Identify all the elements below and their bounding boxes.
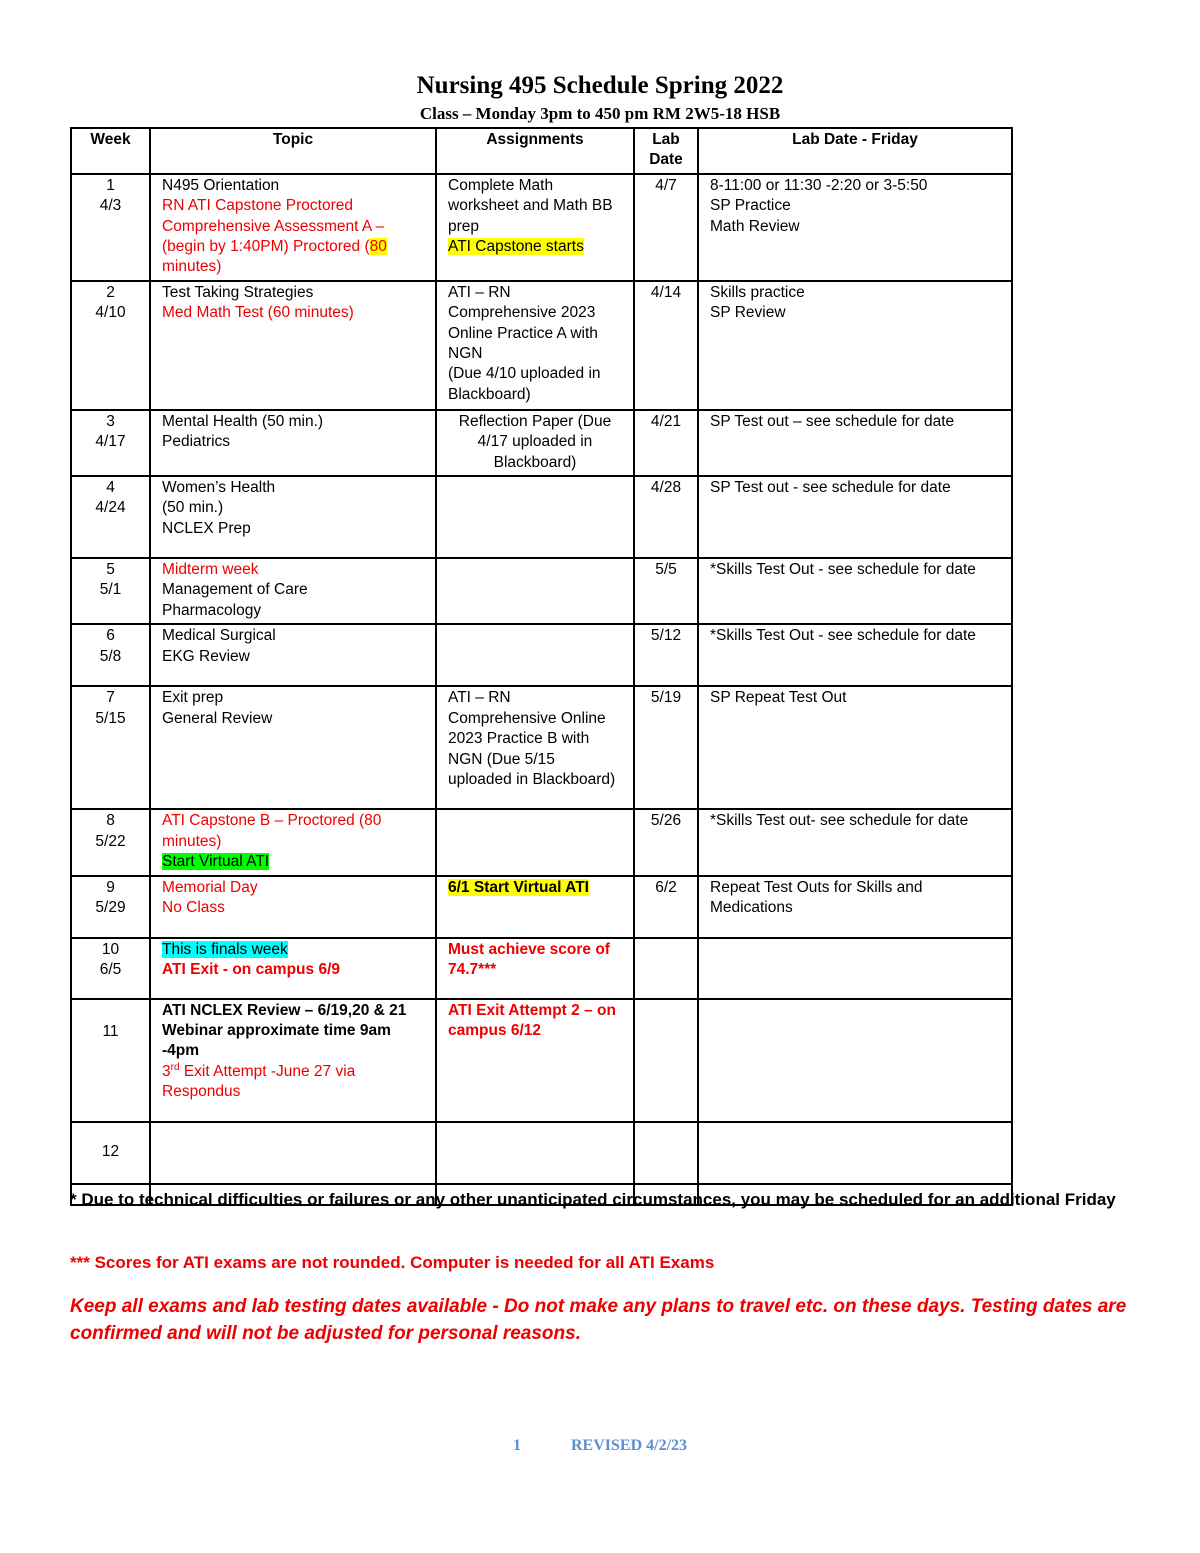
topic-line: Mental Health (50 min.) xyxy=(162,412,324,430)
week-cell xyxy=(71,476,150,558)
week-cell xyxy=(71,558,150,624)
table-row xyxy=(71,876,1012,938)
lab-date-cell: 5/19 xyxy=(634,686,698,809)
assignments-cell xyxy=(436,876,634,938)
lab-date-cell xyxy=(634,999,698,1122)
week-cell xyxy=(71,281,150,410)
topic-line: ATI NCLEX Review – 6/19,20 & 21 xyxy=(162,1001,407,1019)
week-cell xyxy=(71,999,150,1122)
topic-cell xyxy=(150,281,436,410)
lab-friday-cell xyxy=(698,281,1012,410)
assignments-cell xyxy=(436,476,634,558)
topic-cell xyxy=(150,876,436,938)
topic-line: (50 min.) xyxy=(162,499,224,517)
topic-cell xyxy=(150,686,436,809)
topic-cell xyxy=(150,558,436,624)
lab-friday-cell: SP Repeat Test Out xyxy=(698,686,1012,809)
week-date: 4/17 xyxy=(95,433,126,451)
note-keep-dates-available: Keep all exams and lab testing dates available - Do not make any plans to travel etc. on these days. Testing dates are confirmed and will not be adjusted for personal reasons. xyxy=(70,1296,1127,1344)
week-cell xyxy=(71,686,150,809)
topic-line: Medical Surgical xyxy=(162,627,276,645)
topic-highlight: 80 xyxy=(369,238,387,256)
topic-line: Exit Attempt -June 27 via Respondus xyxy=(162,1062,356,1101)
week-cell xyxy=(71,938,150,999)
topic-line: minutes) xyxy=(162,258,222,276)
topic-line: Pharmacology xyxy=(162,601,262,619)
header-assignments: Assignments xyxy=(436,128,634,174)
lab-date-cell: 4/14 xyxy=(634,281,698,410)
lab-line: Skills practice xyxy=(710,283,805,301)
topic-cell xyxy=(150,1122,436,1184)
week-number: 2 xyxy=(106,283,115,301)
week-cell xyxy=(71,876,150,938)
assignment-text: ATI – RN Comprehensive 2023 Online Practice A with NGN xyxy=(448,283,598,363)
week-number: 4 xyxy=(106,479,115,497)
topic-line: 3 xyxy=(162,1062,171,1080)
topic-line: Test Taking Strategies xyxy=(162,283,314,301)
topic-line: ATI Capstone B – Proctored (80 minutes) xyxy=(162,812,382,850)
lab-date-cell: 5/26 xyxy=(634,809,698,875)
table-row xyxy=(71,174,1012,281)
lab-date-cell xyxy=(634,938,698,999)
header-lab-date xyxy=(634,128,698,174)
topic-line: Exit prep xyxy=(162,689,224,707)
topic-highlight: Start Virtual ATI xyxy=(162,853,270,871)
superscript: rd xyxy=(170,1061,180,1073)
assignment-text: (Due 4/10 uploaded in Blackboard) xyxy=(448,365,601,403)
page-number: 1 xyxy=(512,1437,521,1454)
topic-cell xyxy=(150,809,436,875)
table-row xyxy=(71,999,1012,1122)
lab-friday-cell: *Skills Test Out - see schedule for date xyxy=(698,624,1012,686)
week-date: 5/29 xyxy=(95,898,126,916)
week-date: 5/22 xyxy=(95,832,126,850)
topic-cell xyxy=(150,624,436,686)
assignments-cell xyxy=(436,624,634,686)
lab-friday-cell xyxy=(698,1122,1012,1184)
week-number: 11 xyxy=(102,1022,119,1040)
assignments-cell xyxy=(436,281,634,410)
assignment-highlight: 6/1 Start Virtual ATI xyxy=(448,878,589,896)
table-header-row xyxy=(71,128,1012,174)
header-week: Week xyxy=(71,128,150,174)
week-number: 5 xyxy=(106,561,115,579)
week-date: 5/15 xyxy=(95,709,126,727)
lab-friday-cell xyxy=(698,938,1012,999)
assignments-cell: ATI – RN Comprehensive Online 2023 Practice B with NGN (Due 5/15 uploaded in Blackboard) xyxy=(436,686,634,809)
lab-line: SP Practice xyxy=(710,197,791,215)
table-row xyxy=(71,809,1012,875)
page-footer xyxy=(0,1437,1200,1455)
week-number: 1 xyxy=(106,176,115,194)
topic-line: General Review xyxy=(162,709,273,727)
table-row xyxy=(71,558,1012,624)
lab-friday-cell xyxy=(698,174,1012,281)
week-date: 5/8 xyxy=(99,647,122,665)
lab-line: 8-11:00 or 11:30 -2:20 or 3-5:50 xyxy=(710,176,928,194)
week-date: 4/10 xyxy=(95,304,126,322)
topic-line: Women’s Health xyxy=(162,479,276,497)
topic-line: Webinar approximate time 9am -4pm xyxy=(162,1021,391,1060)
week-date: 6/5 xyxy=(99,960,122,978)
assignments-cell xyxy=(436,1122,634,1184)
week-number: 6 xyxy=(106,627,115,645)
week-number: 7 xyxy=(106,689,115,707)
week-date: 4/3 xyxy=(99,197,122,215)
week-cell xyxy=(71,410,150,476)
lab-friday-cell xyxy=(698,999,1012,1122)
topic-cell xyxy=(150,476,436,558)
topic-highlight: This is finals week xyxy=(162,940,288,958)
topic-cell xyxy=(150,938,436,999)
lab-line: SP Review xyxy=(710,304,786,322)
lab-date-cell: 4/28 xyxy=(634,476,698,558)
week-date: 5/1 xyxy=(99,581,122,599)
topic-line: Midterm week xyxy=(162,561,259,579)
assignments-cell xyxy=(436,809,634,875)
topic-line: ATI Exit - on campus 6/9 xyxy=(162,960,341,978)
lab-date-cell: 5/12 xyxy=(634,624,698,686)
lab-friday-cell: SP Test out – see schedule for date xyxy=(698,410,1012,476)
lab-date-cell: 6/2 xyxy=(634,876,698,938)
lab-date-cell: 4/7 xyxy=(634,174,698,281)
lab-date-cell: 5/5 xyxy=(634,558,698,624)
topic-line: Memorial Day xyxy=(162,878,258,896)
topic-line: Med Math Test (60 minutes) xyxy=(162,304,354,322)
header-topic: Topic xyxy=(150,128,436,174)
table-row xyxy=(71,686,1012,809)
lab-friday-cell: *Skills Test out- see schedule for date xyxy=(698,809,1012,875)
lab-date-cell xyxy=(634,1122,698,1184)
table-row xyxy=(71,281,1012,410)
assignments-cell: Must achieve score of 74.7*** xyxy=(436,938,634,999)
topic-line: N495 Orientation xyxy=(162,176,280,194)
table-row xyxy=(71,938,1012,999)
header-lab-date-friday: Lab Date - Friday xyxy=(698,128,1012,174)
assignment-highlight: ATI Capstone starts xyxy=(448,238,584,256)
lab-friday-cell: *Skills Test Out - see schedule for date xyxy=(698,558,1012,624)
week-number: 10 xyxy=(101,940,120,958)
assignments-cell: ATI Exit Attempt 2 – on campus 6/12 xyxy=(436,999,634,1122)
week-number: 3 xyxy=(106,412,115,430)
week-cell xyxy=(71,1122,150,1184)
topic-cell xyxy=(150,174,436,281)
note-technical-difficulties: * Due to technical difficulties or failures or any other unanticipated circumstances, you may be scheduled for an additional Friday xyxy=(70,1190,1116,1209)
week-cell xyxy=(71,624,150,686)
lab-friday-cell: SP Test out - see schedule for date xyxy=(698,476,1012,558)
note-scores-not-rounded: *** Scores for ATI exams are not rounded. Computer is needed for all ATI Exams xyxy=(70,1253,715,1272)
lab-friday-cell: Repeat Test Outs for Skills and Medications xyxy=(698,876,1012,938)
topic-line: Pediatrics xyxy=(162,433,231,451)
topic-line: EKG Review xyxy=(162,647,250,665)
table-row xyxy=(71,476,1012,558)
table-row xyxy=(71,624,1012,686)
topic-line: Management of Care xyxy=(162,581,308,599)
document-subtitle: Class – Monday 3pm to 450 pm RM 2W5-18 HSB xyxy=(419,104,781,123)
week-number: 8 xyxy=(106,812,115,830)
table-row xyxy=(71,410,1012,476)
topic-cell xyxy=(150,999,436,1122)
topic-line: No Class xyxy=(162,898,225,916)
assignments-cell xyxy=(436,558,634,624)
document-title: Nursing 495 Schedule Spring 2022 xyxy=(416,72,784,99)
assignments-cell xyxy=(436,174,634,281)
assignment-text: Complete Math worksheet and Math BB prep xyxy=(448,176,613,235)
week-number: 9 xyxy=(106,878,115,896)
lab-date-cell: 4/21 xyxy=(634,410,698,476)
topic-line: RN ATI Capstone Proctored Comprehensive Assessment A – (begin by 1:40PM) Proctored ( xyxy=(162,197,385,256)
revised-date: REVISED 4/2/23 xyxy=(570,1437,688,1454)
assignments-cell: Reflection Paper (Due 4/17 uploaded in Blackboard) xyxy=(436,410,634,476)
topic-cell xyxy=(150,410,436,476)
table-row xyxy=(71,1122,1012,1184)
week-number: 12 xyxy=(101,1142,120,1160)
header-lab-date-line2: Date xyxy=(649,151,683,169)
schedule-table xyxy=(70,127,1013,1206)
week-cell xyxy=(71,174,150,281)
lab-line: Math Review xyxy=(710,217,800,235)
header-lab-date-line1: Lab xyxy=(652,131,680,148)
topic-line: NCLEX Prep xyxy=(162,519,251,537)
week-cell xyxy=(71,809,150,875)
week-date: 4/24 xyxy=(95,499,126,517)
